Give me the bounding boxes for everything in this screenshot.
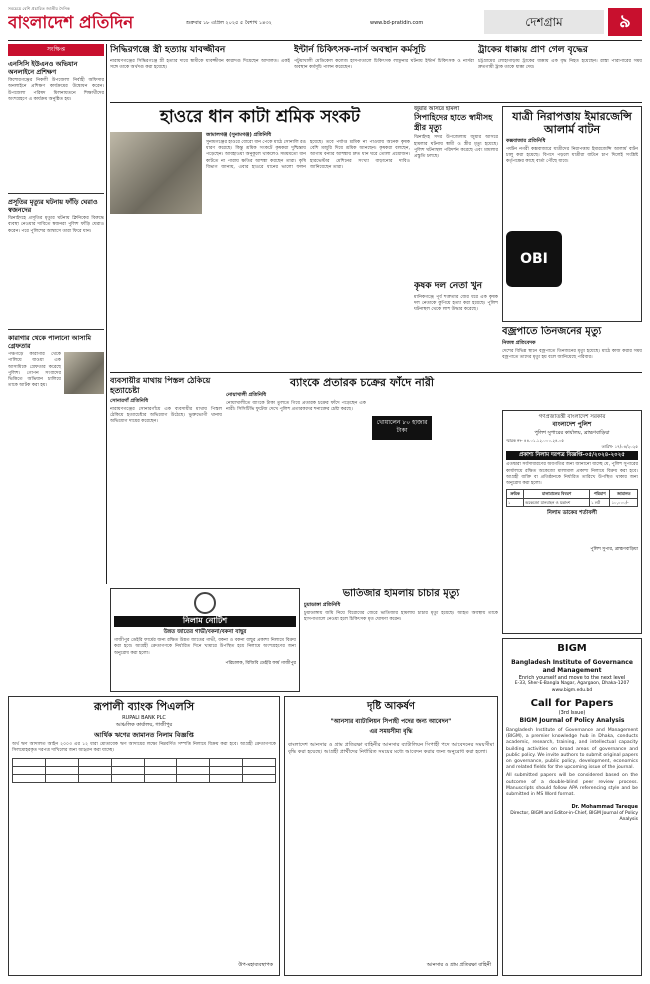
govt-notice-date: তারিখ- ১৭/০৪/২০২৫ xyxy=(601,443,638,449)
left-item-2 xyxy=(8,198,104,326)
masthead-logo: বাংলাদেশ প্রতিদিন xyxy=(8,13,134,33)
bigm-issue: (3rd Issue) xyxy=(558,710,586,717)
attention-title: দৃষ্টি আকর্ষণ xyxy=(367,701,415,712)
left-item-2-headline: প্রসূতির মৃত্যুর ঘটনায় ফাঁড়ি ঘেরাও স্বজনদের xyxy=(8,198,98,215)
attention-quote: "আনসার ব্যাটালিয়ন সিপাহী পদের জন্য আবেদন" xyxy=(330,717,452,725)
left-item-2-body: ঝিনাইদহে প্রসূতির মৃত্যুর ঘটনায় ক্লিনিকের বিরুদ্ধে ব্যবস্থা নেওয়ার দাবিতে স্বজনরা পুলিশ ফাঁড়ি ঘেরাও করেন। পরে পুলিশের আশ্বাসে তারা ফিরে যান। xyxy=(8,216,104,234)
nephew-story xyxy=(304,588,498,692)
bigm-motto: Enrich yourself and move to the next level xyxy=(518,674,626,681)
bigm-logo: BIGM xyxy=(557,643,587,654)
masthead-date: শুক্রবার ১৮ এপ্রিল ২০২৫ ৫ বৈশাখ ১৪৩২ xyxy=(186,20,272,26)
auction-notice xyxy=(110,588,300,692)
lead-story-body: সুনামগঞ্জের হাওরে বোরো ধান পেকে মাঠে সোনালি রঙ ধারণ করেছে। কিন্তু শ্রমিক সংকটে কৃষকরা দুশ্চিন্তায় পড়েছেন। আবহাওয়া অনুকূলে থাকলেও সময়মতো ধান কাটতে না পারায় ক্ষতির আশঙ্কা করছেন তারা। কৃষি বিভাগ জানায়, এবার হাওরে ধানের ভালো ফলন হয়েছে। তবে পর্যাপ্ত শ্রমিক না পাওয়ায় অনেক কৃষক বেশি মজুরি দিয়ে শ্রমিক আনছেন। কৃষকরা বলছেন, আগাম বন্যার আশঙ্কায় দ্রুত ধান ঘরে তোলা প্রয়োজন। হারভেস্টার মেশিনের সংখ্যা বাড়ানোর দাবিও জানিয়েছেন তারা। xyxy=(206,140,410,170)
left-item-1-headline: এনসিসি ইউএনও অভিযান অনলাইনে প্রশিক্ষণ xyxy=(8,60,78,77)
mid-right-story xyxy=(414,106,498,370)
story-row2-3-body: দেশের বিভিন্ন স্থানে বজ্রপাতে তিনজনের মৃত্যু হয়েছে। মাঠে কাজ করার সময় বজ্রপাতে তাদের মৃত্যু হয় বলে জানিয়েছে পরিবার। xyxy=(502,348,642,360)
govt-notice-banner: প্রকাশ্য নিলাম দরপত্র বিজ্ঞপ্তি-০৫/২০২৪-২০২৫ xyxy=(506,451,638,460)
bigm-sign-title: Director, BIGM and Editor-in-Chief, BIGM Journal of Policy Analysis xyxy=(510,810,638,822)
masthead xyxy=(8,6,642,38)
lead-story-photo xyxy=(110,132,202,214)
top-story-3 xyxy=(478,44,642,100)
mid-right-sub-body: মানিকগঞ্জে পূর্ব শত্রুতার জের ধরে এক কৃষক দল নেতাকে কুপিয়ে হত্যা করা হয়েছে। পুলিশ ঘটনাস্থল থেকে লাশ উদ্ধার করেছে। xyxy=(414,294,498,312)
left-item-1-body: কিশোরগঞ্জের নিকলী উপজেলা নির্বাহী অফিসার অনলাইনে প্রশিক্ষণ কার্যক্রমের উদ্বোধন করেন। উপজেলা পরিষদ মিলনায়তনে শিক্ষার্থীদের অংশগ্রহণে এ কার্যক্রম অনুষ্ঠিত হয়। xyxy=(8,78,104,102)
mid-right-kicker: জুয়ার আসরে হামলা xyxy=(414,106,460,112)
masthead-tagline: সবচেয়ে বেশি প্রচারিত জাতীয় দৈনিক xyxy=(8,6,70,11)
left-item-1 xyxy=(8,60,104,190)
story-row2-1 xyxy=(110,376,222,584)
top-story-2 xyxy=(294,44,474,100)
top-story-2-headline: ইন্টার্ন চিকিৎসক-নার্স অবস্থান কর্মসূচি xyxy=(294,45,426,55)
top-story-1-headline: সিদ্ধিরগঞ্জে স্ত্রী হত্যায় যাবজ্জীবন xyxy=(110,45,226,55)
mid-right-headline: সিপাহিদের হাতে স্বামীসহ স্ত্রীর মৃত্যু xyxy=(414,113,493,133)
rupali-table xyxy=(12,758,276,783)
right-ad-title: যাত্রী নিরাপত্তায় ইমারজেন্সি আলার্ম বাটন xyxy=(512,110,632,136)
right-ad-byline: কক্সবাজার প্রতিনিধি xyxy=(506,138,546,144)
nephew-story-headline: ভাতিজার হামলায় চাচার মৃত্যু xyxy=(342,588,460,599)
right-ad-logo: OBI xyxy=(506,231,562,287)
nephew-story-body: চুয়াডাঙ্গায় জমি নিয়ে বিরোধের জেরে ভাতিজার হামলায় চাচার মৃত্যু হয়েছে। আহত অবস্থায় তাকে হাসপাতালে নেওয়া হলে চিকিৎসক মৃত ঘোষণা করেন। xyxy=(304,610,498,622)
bigm-body2: All submitted papers will be considered based on the outcome of a double-blind peer review process. Manuscripts should follow APA referencing style and be submitted in MS Word format. xyxy=(506,773,638,797)
mid-right-body: ঝিনাইদহ সদর উপজেলায় জুয়ার আসরে হামলার ঘটনায় স্বামী ও স্ত্রীর মৃত্যু হয়েছে। পুলিশ ঘটনাস্থল পরিদর্শন করেছে এবং মামলার প্রস্তুতি চলছে। xyxy=(414,135,498,160)
attention-body: বাংলাদেশ আনসার ও গ্রাম প্রতিরক্ষা বাহিনীর আনসার ব্যাটালিয়ন সিপাহী পদে আবেদনের সময়সীমা বৃদ্ধি করা হয়েছে। আগ্রহী প্রার্থীদের নির্ধারিত সময়ের মধ্যে আবেদন করার জন্য অনুরোধ করা হলো। xyxy=(288,741,494,755)
govt-notice-footer: পুলিশ সুপার, ব্রাহ্মণবাড়িয়া xyxy=(590,547,638,553)
story-row2-3-headline: বজ্রপাতে তিনজনের মৃত্যু xyxy=(502,326,602,337)
story-row2-2-headline: ব্যাংকে প্রতারক চক্রের ফাঁদে নারী xyxy=(289,376,435,389)
auction-notice-subtitle: উন্নত জাতের গাভী/বকনা/বকনা বাছুর xyxy=(163,628,247,635)
bigm-call: Call for Papers xyxy=(530,697,614,709)
story-row2-1-byline: সোনারগাঁ প্রতিনিধি xyxy=(110,398,148,404)
section-title: দেশগ্রাম xyxy=(484,10,604,34)
story-row2-1-headline: ব্যবসায়ীর মাথায় পিস্তল ঠেকিয়ে হত্যাচেষ্টা xyxy=(110,376,211,395)
bgb-seal-icon xyxy=(194,592,216,614)
rupali-logo-en: RUPALI BANK PLC xyxy=(122,714,166,721)
govt-notice-memo: স্মারক নং- ৪৪.০১.১২.০০০.২৪.০৫ xyxy=(506,438,565,444)
bigm-org: Bangladesh Institute of Governance and Management xyxy=(511,658,633,674)
bigm-web: www.bigm.edu.bd xyxy=(551,687,593,693)
rupali-title: আর্থিক ঋণের জামানত নিলাম বিজ্ঞপ্তি xyxy=(94,731,194,740)
right-ad-body: পর্যটন নগরী কক্সবাজারে যাত্রীদের নিরাপত্তায় ইমারজেন্সি আলার্ম বাটন চালু করা হয়েছে। বিপদে পড়লে যাত্রীরা বাটনে চাপ দিলেই সংশ্লিষ্ট কর্তৃপক্ষের কাছে বার্তা পৌঁছে যাবে। xyxy=(506,146,638,165)
left-column xyxy=(8,44,104,584)
left-item-3-headline: কারাগার থেকে পালানো আসামি গ্রেফতার xyxy=(8,334,92,351)
story-row2-3-byline: নিজস্ব প্রতিবেদক xyxy=(502,340,536,346)
govt-notice-body: এতদ্বারা সর্বসাধারণের অবগতির জন্য জানানো যাচ্ছে যে, পুলিশ সুপারের কার্যালয়ে রক্ষিত অকেজো মালামাল প্রকাশ্য নিলামে বিক্রয় করা হবে। আগ্রহী ব্যক্তি বা প্রতিষ্ঠানকে নির্ধারিত তারিখে উপস্থিত থাকার জন্য অনুরোধ করা হলো। xyxy=(506,462,638,487)
govt-notice-office: বাংলাদেশ পুলিশ xyxy=(552,421,592,429)
right-ad xyxy=(502,106,642,322)
rupali-body: অর্থ ঋণ আদালত আইন ২০০৩ এর ১২ ধারা মোতাবেক ঋণ আদায়ের লক্ষ্যে নিম্নবর্ণিত সম্পত্তি নিলামে বিক্রয় করা হবে। আগ্রহী ক্রেতাগণকে সিলমোহরকৃত দরপত্র দাখিলের জন্য আহ্বান করা যাচ্ছে। xyxy=(12,742,276,754)
rupali-logo: রূপালী ব্যাংক পিএলসি xyxy=(93,700,195,713)
left-column-label: সংক্ষিপ্ত xyxy=(8,44,104,56)
bigm-journal: BIGM Journal of Policy Analysis xyxy=(519,716,625,724)
govt-notice-table: ক্রমিক মালামালের বিবরণ পরিমাণ জামানত ১ অকেজো যানবাহন ও যন্ত্রাংশ ১ লট ১০,০০০/- xyxy=(506,489,638,507)
rupali-sub: আঞ্চলিক কার্যালয়, গাজীপুর xyxy=(115,721,173,728)
auction-notice-body: গাজীপুর ডেইরি ফার্মের জন্য রক্ষিত উন্নত জাতের গাভী, বকনা ও বকনা বাছুর প্রকাশ্য নিলামে বিক্রয় করা হবে। আগ্রহী ক্রেতাগণকে নির্ধারিত দিনে খামারে উপস্থিত হয়ে নিলামে অংশগ্রহণের জন্য অনুরোধ করা হলো। xyxy=(114,638,296,656)
nephew-story-byline: চুয়াডাঙ্গা প্রতিনিধি xyxy=(304,602,341,608)
story-row2-2-body: নোয়াখালীতে ব্যাংকে টাকা তুলতে গিয়ে প্রতারক চক্রের ফাঁদে পড়েছেন এক নারী। সিসিটিভি ফুটেজ দেখে পুলিশ প্রতারকদের শনাক্তের চেষ্টা করছে। xyxy=(226,400,366,412)
lead-story-headline: হাওরে ধান কাটা শ্রমিক সংকট xyxy=(159,107,361,127)
left-item-3 xyxy=(8,334,104,389)
bigm-ad xyxy=(502,638,642,976)
story-row2-2-byline: নোয়াখালী প্রতিনিধি xyxy=(226,392,267,398)
story-row2-2-badge: খোয়ালেন ৮০ হাজার টাকা xyxy=(372,416,432,440)
bigm-address: E-33, Sher-E-Bangla Nagar, Agargaon, Dhaka-1207 xyxy=(514,681,630,687)
attention-sub: এর সময়সীমা বৃদ্ধি xyxy=(369,727,413,735)
top-story-3-headline: ট্রাকের ধাক্কায় প্রাণ গেল বৃদ্ধের xyxy=(478,45,588,55)
rupali-ad xyxy=(8,696,280,976)
lead-story-byline: জামালগঞ্জ (সুনামগঞ্জ) প্রতিনিধি xyxy=(206,132,272,138)
left-item-3-body: পঞ্চগড়ে কারাগার থেকে পালিয়ে যাওয়া এক আসামিকে গ্রেফতার করেছে পুলিশ। গোপন সংবাদের ভিত্তিতে অভিযান চালিয়ে তাকে আটক করা হয়। xyxy=(8,352,61,389)
mid-right-sub-headline: কৃষক দল নেতা খুন xyxy=(414,281,483,292)
govt-notice-header: গণপ্রজাতন্ত্রী বাংলাদেশ সরকার xyxy=(538,414,606,420)
top-story-3-body: চট্টগ্রামের লোহাগাড়ায় ট্রাকের ধাক্কায় এক বৃদ্ধ নিহত হয়েছেন। রাস্তা পারাপারের সময় দ্রুতগামী ট্রাক তাকে ধাক্কা দেয়। xyxy=(478,59,642,71)
lead-story xyxy=(110,106,410,370)
attention-footer: আনসার ও গ্রাম প্রতিরক্ষা বাহিনী xyxy=(426,962,491,969)
auction-notice-title: নিলাম নোটিশ xyxy=(114,616,296,627)
bigm-sign-name: Dr. Mohammad Tareque xyxy=(571,804,638,811)
story-row2-1-body: নারায়ণগঞ্জের সোনারগাঁয়ে এক ব্যবসায়ীর মাথায় পিস্তল ঠেকিয়ে হত্যাচেষ্টার অভিযোগ উঠেছে। ভুক্তভোগী থানায় অভিযোগ দায়ের করেছেন। xyxy=(110,406,222,425)
govt-notice-sub: পুলিশ সুপারের কার্যালয়, ব্রাহ্মণবাড়িয়া xyxy=(534,429,610,436)
page-number: ৯ xyxy=(608,8,642,36)
story-row2-2 xyxy=(226,376,498,584)
bigm-body: Bangladesh Institute of Governance and Management (BIGM), a premier knowledge hub in Dhaka, conducts academic, research, training, and intellectual capacity building activities on broad areas of governance and public policy. We invite authors to submit original papers on governance, public policy, development, economics and related fields for the upcoming issue of the journal. xyxy=(506,727,638,771)
left-item-3-photo xyxy=(64,352,104,394)
top-story-1 xyxy=(110,44,290,100)
story-row2-3 xyxy=(502,326,642,406)
auction-notice-footer: পরিচালক, বিজিবি ডেইরি ফার্ম গাজীপুর xyxy=(225,660,296,666)
masthead-url: www.bd-pratidin.com xyxy=(370,20,424,26)
top-story-2-body: পটুয়াখালী মেডিকেল কলেজ হাসপাতালে চিকিৎসক লাঞ্ছনার ঘটনায় ইন্টার্ন চিকিৎসক ও নার্সরা অবস্থান কর্মসূচি পালন করেছেন। xyxy=(294,59,474,71)
top-story-1-body: নারায়ণগঞ্জের সিদ্ধিরগঞ্জে স্ত্রী হত্যার দায়ে স্বামীকে যাবজ্জীবন কারাদণ্ড দিয়েছেন আদালত। একই সঙ্গে তাকে অর্থদণ্ড করা হয়েছে। xyxy=(110,59,290,71)
govt-notice xyxy=(502,410,642,634)
govt-notice-schedule-title: নিলাম ডাকের শর্তাবলী xyxy=(547,510,597,517)
attention-ad xyxy=(284,696,498,976)
rupali-footer: উপ-মহাব্যবস্থাপক xyxy=(238,962,273,969)
